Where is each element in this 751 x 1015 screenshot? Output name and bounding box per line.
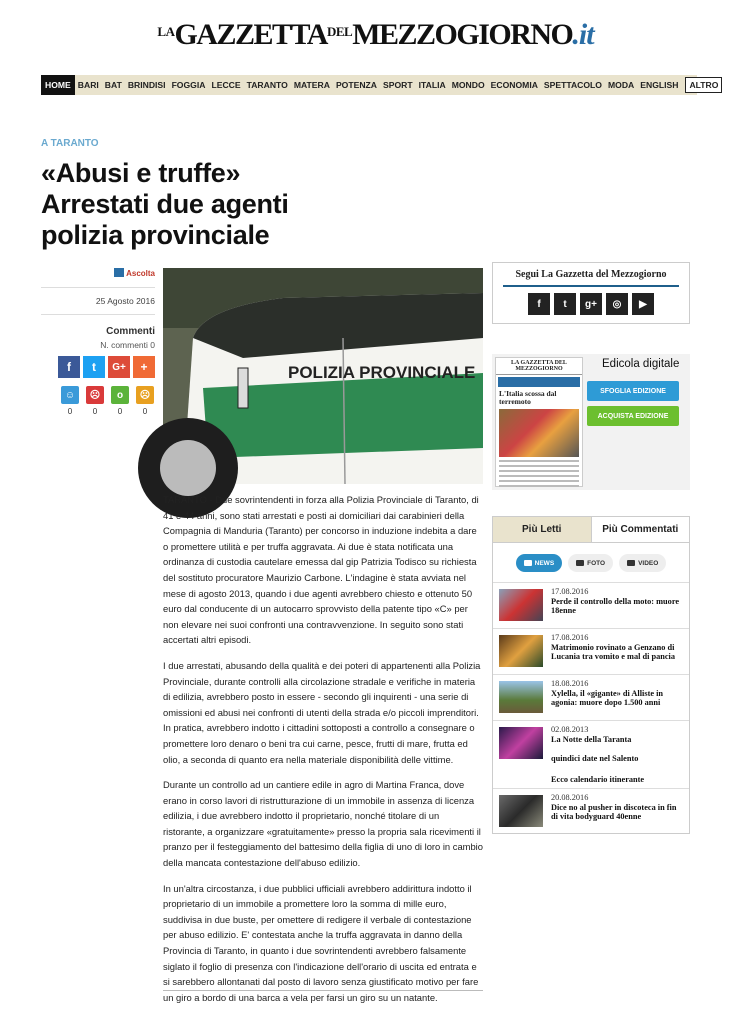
sad-icon: ☹ (136, 386, 154, 404)
browse-edition-button[interactable]: SFOGLIA EDIZIONE (587, 381, 679, 401)
nav-item-mondo[interactable]: MONDO (451, 80, 485, 90)
more-share-button[interactable]: + (133, 356, 155, 378)
nav-more-button[interactable]: ALTRO (685, 77, 722, 93)
nav-item-sport[interactable]: SPORT (383, 80, 413, 90)
nav-item-potenza[interactable]: POTENZA (335, 80, 378, 90)
nav-item-brindisi[interactable]: BRINDISI (127, 80, 166, 90)
article-end-divider (163, 990, 483, 991)
tab-most-read[interactable]: Più Letti (493, 517, 592, 542)
thumbnail (499, 589, 543, 621)
list-item[interactable]: 17.08.2016 Matrimonio rovinato a Genzano di Lucania tra vomito e mal di pancia (493, 628, 689, 674)
speaker-icon (114, 268, 124, 277)
listen-button[interactable]: Ascolta (41, 268, 155, 288)
article-paragraph: TARANTO - Due sovrintendenti in forza alla Polizia Provinciale di Taranto, di 41 e 44 anni, sono stati arrestati e posti ai domiciliari dai carabinieri della Compagnia di Manduria (Taranto) per concorso in induzione indebita a dare o promettere utilità e per truffa aggravata. Ai due è stata notificata una ordinanza di custodia cautelare emessa dal gip Patrizia Todisco su richiesta del sostituto procuratore Maurizio Carbone. L'indagine è stata avviata nel mese di agosto 2013, quando i due agenti avrebbero chiesto e ottenuto 50 euro dal conducente di un autocarro sprovvisto della patente tipo «C» per non elevare nei suoi confronti una contravvenzione. In seguito sono stati accertati altri episodi. (163, 494, 479, 646)
twitter-share-button[interactable]: t (83, 356, 105, 378)
nav-item-italia[interactable]: ITALIA (418, 80, 446, 90)
article-photo[interactable] (163, 268, 483, 484)
comments-count[interactable]: N. commenti 0 (100, 340, 155, 350)
pencil-icon (524, 560, 532, 566)
nav-item-economia[interactable]: ECONOMIA (490, 80, 538, 90)
article-body (163, 492, 483, 1015)
nav-item-english[interactable]: ENGLISH (640, 80, 679, 90)
main-nav (41, 75, 719, 95)
twitter-icon[interactable]: t (554, 293, 576, 315)
site-logo[interactable]: $^{LA}GAZZETTA^{DEL}MEZZOGIORNO.it$ (157, 18, 594, 51)
angry-icon: ☹ (86, 386, 104, 404)
nav-item-taranto[interactable]: TARANTO (246, 80, 288, 90)
photo-caption-text: POLIZIA PROVINCIALE (288, 363, 476, 382)
nav-item-lecce[interactable]: LECCE (211, 80, 241, 90)
list-item[interactable]: 20.08.2016 Dice no al pusher in discoteca in fin di vita bodyguard 40enne (493, 788, 689, 834)
thumbnail (499, 681, 543, 713)
reaction-sad[interactable]: ☹ 0 (135, 386, 155, 416)
nav-item-moda[interactable]: MODA (608, 80, 635, 90)
facebook-share-button[interactable]: f (58, 356, 80, 378)
video-icon (627, 560, 635, 566)
buy-edition-button[interactable]: ACQUISTA EDIZIONE (587, 406, 679, 426)
thumbnail (499, 727, 543, 759)
article-date: 25 Agosto 2016 (41, 288, 155, 315)
instagram-icon[interactable]: ◎ (606, 293, 628, 315)
gplus-icon[interactable]: g+ (580, 293, 602, 315)
newspaper-cover[interactable]: LA GAZZETTA DEL MEZZOGIORNO L'Italia scossa dal terremoto (495, 357, 583, 487)
thumbnail (499, 635, 543, 667)
nav-item-bat[interactable]: BAT (104, 80, 122, 90)
thumbnail (499, 795, 543, 827)
filter-video[interactable]: VIDEO (619, 554, 666, 572)
reactions (41, 386, 155, 416)
list-item[interactable]: 17.08.2016 Perde il controllo della moto: muore 18enne (493, 582, 689, 628)
article-paragraph: In un'altra circostanza, i due pubblici ufficiali avrebbero addirittura indotto il proprietario di un immobile a promettere loro la somma di mille euro, suddivisa in due buste, per omettere di redigere il verbale di contestazione per abuso edilizio. E' contestata anche la truffa aggravata in danno della Provincia di Taranto, in quanto i due sovrintendenti avrebbero falsamente siglato il foglio di presenza con l'indicazione dell'orario di uscita ed entrata e si sarebbero allontanati dal posto di lavoro senza giustificato motivo per fare un giro a bordo di una barca a vela per farsi un giro su un natante. (163, 882, 479, 1003)
reaction-angry[interactable]: ☹ 0 (85, 386, 105, 416)
reaction-smile[interactable]: ☺ 0 (60, 386, 80, 416)
youtube-icon[interactable]: ▶ (632, 293, 654, 315)
article-paragraph: Durante un controllo ad un cantiere edile in agro di Martina Franca, dove erano in corso lavori di ristrutturazione di un immobile in assenza di licenza edilizia, i due avrebbero indotto il proprietario, nonché titolare di un ristorante, a organizzare «gratuitamente» presso la propria sala ricevimenti il pranzo per il festeggiamento del battesimo della figlia di uno di loro in cambio della mancata contestazione dell'abuso edilizio. (163, 779, 483, 869)
share-buttons (41, 356, 155, 378)
article-meta (41, 268, 155, 416)
surprised-icon: o (111, 386, 129, 404)
article-kicker[interactable]: A TARANTO (41, 138, 99, 149)
police-car-illustration (163, 268, 483, 484)
gplus-share-button[interactable]: G+ (108, 356, 130, 378)
filter-photo[interactable]: FOTO (568, 554, 613, 572)
nav-item-home[interactable]: HOME (41, 75, 75, 95)
smile-icon: ☺ (61, 386, 79, 404)
article-title: «Abusi e truffe» Arrestati due agenti polizia provinciale (41, 158, 289, 250)
social-follow-title: Segui La Gazzetta del Mezzogiorno (503, 269, 679, 287)
list-item[interactable]: 18.08.2016 Xylella, il «gigante» di Alliste in agonia: muore dopo 1.500 anni (493, 674, 689, 720)
popular-box (492, 516, 690, 834)
reaction-surprised[interactable]: o 0 (110, 386, 130, 416)
comments-title: Commenti (106, 326, 155, 337)
nav-item-foggia[interactable]: FOGGIA (171, 80, 206, 90)
nav-item-matera[interactable]: MATERA (293, 80, 330, 90)
tab-most-commented[interactable]: Più Commentati (602, 524, 679, 535)
list-item[interactable]: 02.08.2013 La Notte della Taranta quindici date nel Salento Ecco calendario itinerante (493, 720, 689, 788)
camera-icon (576, 560, 584, 566)
nav-item-bari[interactable]: BARI (77, 80, 99, 90)
filter-news[interactable]: NEWS (516, 554, 563, 572)
digital-edition-box (492, 354, 690, 490)
nav-item-spettacolo[interactable]: SPETTACOLO (543, 80, 602, 90)
article-paragraph: I due arrestati, abusando della qualità e dei poteri di appartenenti alla Polizia Provinciale, durante controlli alla circolazione stradale e verifiche in materia di edilizia, avrebbero posto in essere - secondo gli inquirenti - una serie di omissioni ed abusi nei confronti di utenti della strada e/o piccoli imprenditori. In pratica, avrebbero indotto i cittadini sottoposti a controllo a consegnare o promettere loro denaro o beni tra cui carne, pesce, frutti di mare, frutta ed olio, a seconda di quanto era nella materiale disponibilità delle vittime. (163, 659, 481, 765)
digital-edition-label: Edicola digitale (602, 358, 680, 370)
facebook-icon[interactable]: f (528, 293, 550, 315)
social-follow-box (492, 262, 690, 324)
